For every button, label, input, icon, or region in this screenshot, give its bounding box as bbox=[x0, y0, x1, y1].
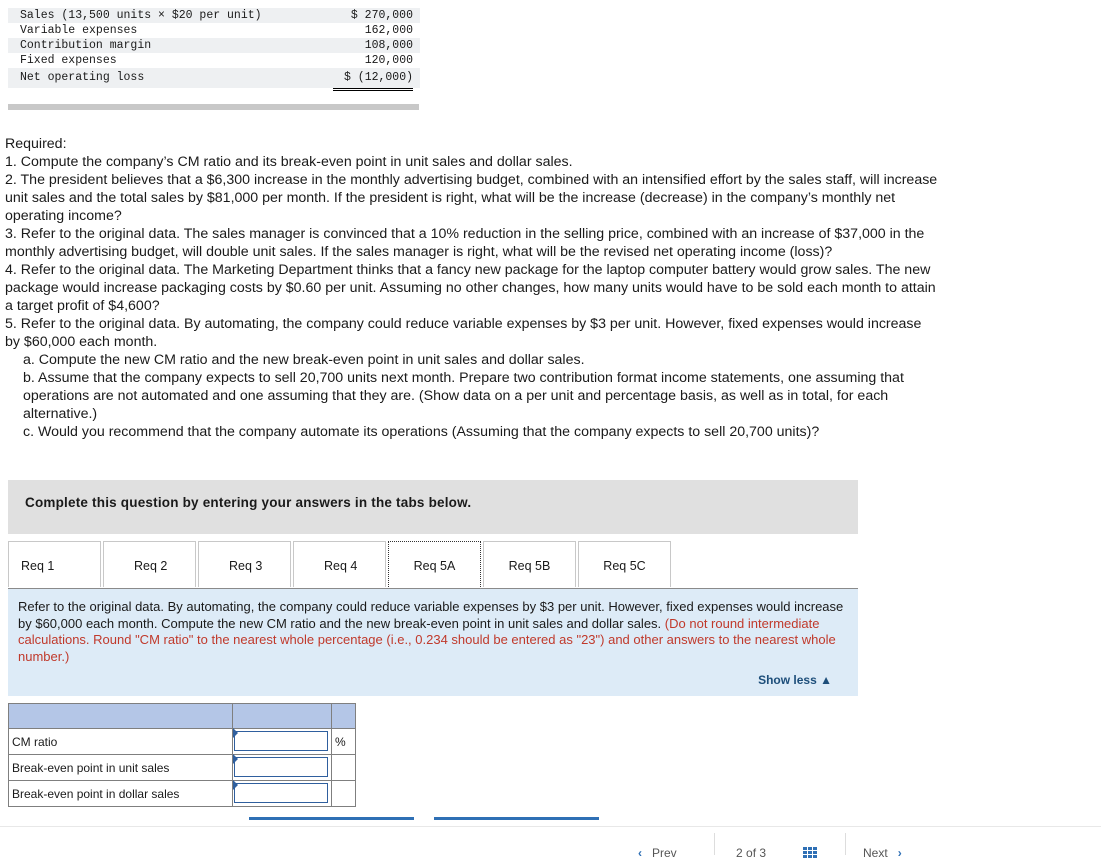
tab-req-3[interactable]: Req 3 bbox=[198, 541, 291, 587]
scroll-bar[interactable] bbox=[8, 104, 419, 110]
required-heading: Required: bbox=[5, 136, 67, 152]
statement-label: Contribution margin bbox=[20, 39, 152, 52]
header-cell bbox=[332, 704, 356, 729]
break-even-units-input[interactable] bbox=[234, 757, 328, 777]
tab-bar bbox=[8, 540, 858, 588]
statement-row-net-operating-loss bbox=[8, 68, 420, 88]
required-item-4: 4. Refer to the original data. The Marketing Department thinks that a fancy new package for the laptop computer battery would grow sales. The new package would increase packaging costs by $0.60 per unit. Assuming no other changes, how many units would have to be sold each month to attain a target profit of $4,600? bbox=[5, 262, 936, 314]
triangle-up-icon: ▲ bbox=[816, 673, 832, 687]
tab-req-5b[interactable]: Req 5B bbox=[483, 541, 576, 587]
table-row bbox=[9, 755, 356, 781]
row-label: Break-even point in unit sales bbox=[9, 755, 233, 781]
show-less-link[interactable] bbox=[758, 673, 832, 687]
tab-req-4[interactable]: Req 4 bbox=[293, 541, 386, 587]
row-label: Break-even point in dollar sales bbox=[9, 781, 233, 807]
income-statement bbox=[8, 8, 420, 88]
required-item-1: 1. Compute the company’s CM ratio and its break-even point in unit sales and dollar sales. bbox=[5, 154, 573, 170]
statement-value: $ (12,000) bbox=[333, 68, 413, 91]
required-section bbox=[5, 135, 940, 441]
statement-value: 108,000 bbox=[364, 39, 413, 52]
next-button[interactable] bbox=[863, 846, 902, 860]
unit-cell bbox=[332, 781, 356, 807]
unit-cell: % bbox=[332, 729, 356, 755]
statement-row-contribution-margin bbox=[8, 38, 420, 53]
statement-value: 162,000 bbox=[333, 23, 413, 39]
header-cell bbox=[233, 704, 332, 729]
required-item-2: 2. The president believes that a $6,300 increase in the monthly advertising budget, combined with an intensified effort by the sales staff, will increase unit sales and the total sales by $81,000 per month. If the president is right, what will be the increase (decrease) in the company’s monthly net operating income? bbox=[5, 172, 938, 224]
page-indicator bbox=[736, 846, 766, 860]
prev-tab-button[interactable] bbox=[249, 817, 414, 820]
question-panel bbox=[8, 589, 858, 696]
nav-divider bbox=[845, 833, 846, 855]
tab-req-5a[interactable]: Req 5A bbox=[388, 541, 481, 587]
page-current: 2 bbox=[736, 846, 743, 860]
tab-req-5c[interactable]: Req 5C bbox=[578, 541, 671, 587]
tab-req-2[interactable]: Req 2 bbox=[103, 541, 196, 587]
required-item-5: 5. Refer to the original data. By automating, the company could reduce variable expenses by $3 per unit. However, fixed expenses would increase by $60,000 each month. bbox=[5, 316, 922, 350]
next-label: Next bbox=[863, 846, 888, 860]
instruction-text: Complete this question by entering your answers in the tabs below. bbox=[25, 495, 472, 510]
grid-icon[interactable] bbox=[803, 847, 821, 857]
unit-cell bbox=[332, 755, 356, 781]
page-of: of bbox=[746, 846, 757, 860]
header-cell bbox=[9, 704, 233, 729]
nav-divider bbox=[714, 833, 715, 855]
statement-value: 120,000 bbox=[333, 53, 413, 69]
answer-table bbox=[8, 703, 356, 807]
statement-value: $ 270,000 bbox=[350, 9, 413, 22]
page-total: 3 bbox=[759, 846, 767, 860]
next-tab-button[interactable] bbox=[434, 817, 599, 820]
answer-cell bbox=[233, 729, 332, 755]
panel-note: (Do not round intermediate calculations. Round "CM ratio" to the nearest whole percentage (i.e., 0.234 should be entered as "23") and other answers to the nearest whole number.) bbox=[18, 615, 836, 664]
tab-req-1[interactable]: Req 1 bbox=[8, 541, 101, 587]
statement-row-fixed-expenses bbox=[8, 53, 420, 68]
instruction-bar bbox=[8, 480, 858, 534]
statement-label: Variable expenses bbox=[20, 24, 138, 37]
row-label: CM ratio bbox=[9, 729, 233, 755]
answer-cell bbox=[233, 781, 332, 807]
answer-cell bbox=[233, 755, 332, 781]
prev-button[interactable] bbox=[638, 846, 677, 860]
prev-label: Prev bbox=[652, 846, 677, 860]
show-less-label: Show less bbox=[758, 673, 817, 687]
input-marker-icon bbox=[233, 780, 238, 790]
statement-label: Sales (13,500 units × $20 per unit) bbox=[20, 9, 262, 22]
panel-text bbox=[18, 599, 848, 665]
required-item-3: 3. Refer to the original data. The sales manager is convinced that a 10% reduction in the selling price, combined with an increase of $37,000 in the monthly advertising budget, will double unit sales. If the sales manager is right, what will be the revised net operating income (loss)? bbox=[5, 226, 925, 260]
statement-label: Net operating loss bbox=[20, 71, 145, 84]
table-row bbox=[9, 729, 356, 755]
statement-row-sales bbox=[8, 8, 420, 23]
chevron-right-icon: › bbox=[897, 846, 902, 860]
required-subitem-c: c. Would you recommend that the company automate its operations (Assuming that the company expects to sell 20,700 units)? bbox=[23, 424, 820, 440]
input-marker-icon bbox=[233, 754, 238, 764]
table-row bbox=[9, 781, 356, 807]
statement-row-variable-expenses bbox=[8, 23, 420, 38]
panel-question: Refer to the original data. By automating, the company could reduce variable expenses by $3 per unit. However, fixed expenses would increase by $60,000 each month. Compute the new CM ratio and the new break-even point in unit sales and dollar sales. bbox=[18, 599, 844, 631]
input-marker-icon bbox=[233, 728, 238, 738]
break-even-dollars-input[interactable] bbox=[234, 783, 328, 803]
statement-label: Fixed expenses bbox=[20, 54, 117, 67]
required-subitem-a: a. Compute the new CM ratio and the new break-even point in unit sales and dollar sales. bbox=[23, 352, 585, 368]
cm-ratio-input[interactable] bbox=[234, 731, 328, 751]
required-subitem-b: b. Assume that the company expects to sell 20,700 units next month. Prepare two contribution format income statements, one assuming that operations are not automated and one assuming that they are. (Show data on a per unit and percentage basis, as well as in total, for each alternative.) bbox=[23, 370, 904, 422]
chevron-left-icon: ‹ bbox=[638, 846, 642, 860]
table-header-row bbox=[9, 704, 356, 729]
footer-divider bbox=[0, 826, 1101, 827]
